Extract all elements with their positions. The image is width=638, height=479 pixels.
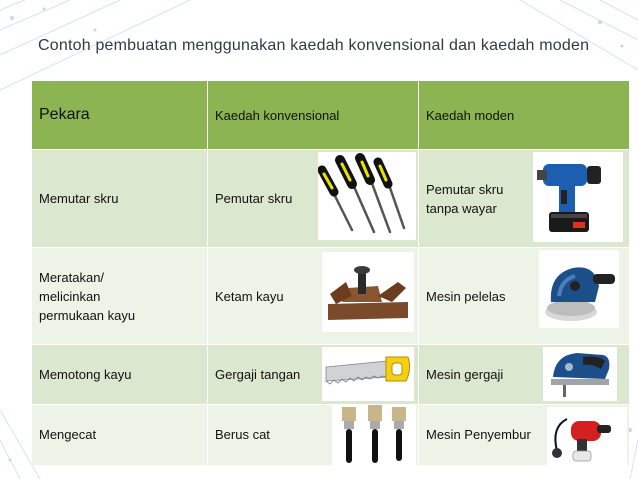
cell-text: Ketam kayu (215, 288, 284, 304)
screwdrivers-image (318, 152, 416, 240)
table-row (32, 248, 629, 345)
cell-pekara (32, 405, 207, 465)
cell-moden (419, 345, 629, 403)
cell-text: Mesin Penyembur (426, 427, 531, 443)
orbital-sander-image (539, 250, 619, 328)
comparison-table (31, 80, 630, 466)
cell-pekara (32, 248, 207, 345)
cell-text: Memotong kayu (39, 367, 132, 382)
cell-pekara (32, 345, 207, 403)
cell-text: Gergaji tangan (215, 367, 301, 382)
header-konvensional: Kaedah konvensional (215, 107, 340, 123)
cell-text: Mesin gergaji (426, 367, 504, 382)
cell-moden (419, 405, 629, 465)
cell-text: Mesin pelelas (426, 288, 506, 304)
table-row (32, 345, 629, 403)
cell-konvensional (208, 345, 418, 403)
table-row (32, 405, 629, 465)
table-header-row (32, 81, 629, 149)
cell-pekara (32, 150, 207, 247)
cell-text: Meratakan/ melicinkan permukaan kayu (39, 269, 136, 323)
paint-brushes-image (332, 405, 416, 465)
cell-text: Pemutar skru (215, 191, 293, 207)
cell-text: Memutar skru (39, 191, 119, 207)
cell-moden (419, 150, 629, 247)
spray-gun-image (547, 407, 627, 465)
cell-konvensional (208, 248, 418, 345)
jigsaw-image (543, 347, 617, 401)
cell-text: Berus cat (215, 427, 270, 443)
hand-saw-image (322, 347, 414, 401)
cell-konvensional (208, 150, 418, 247)
cell-text: Mengecat (39, 427, 97, 443)
cordless-drill-image (533, 152, 623, 242)
cell-konvensional (208, 405, 418, 465)
header-moden: Kaedah moden (426, 107, 515, 123)
wood-plane-image (322, 252, 414, 332)
cell-moden (419, 248, 629, 345)
slide-title: Contoh pembuatan menggunakan kaedah konvensional dan kaedah moden (38, 37, 590, 54)
table-row (32, 150, 629, 247)
header-pekara: Pekara (39, 106, 90, 124)
cell-text: Pemutar skru tanpa wayar (426, 181, 504, 216)
